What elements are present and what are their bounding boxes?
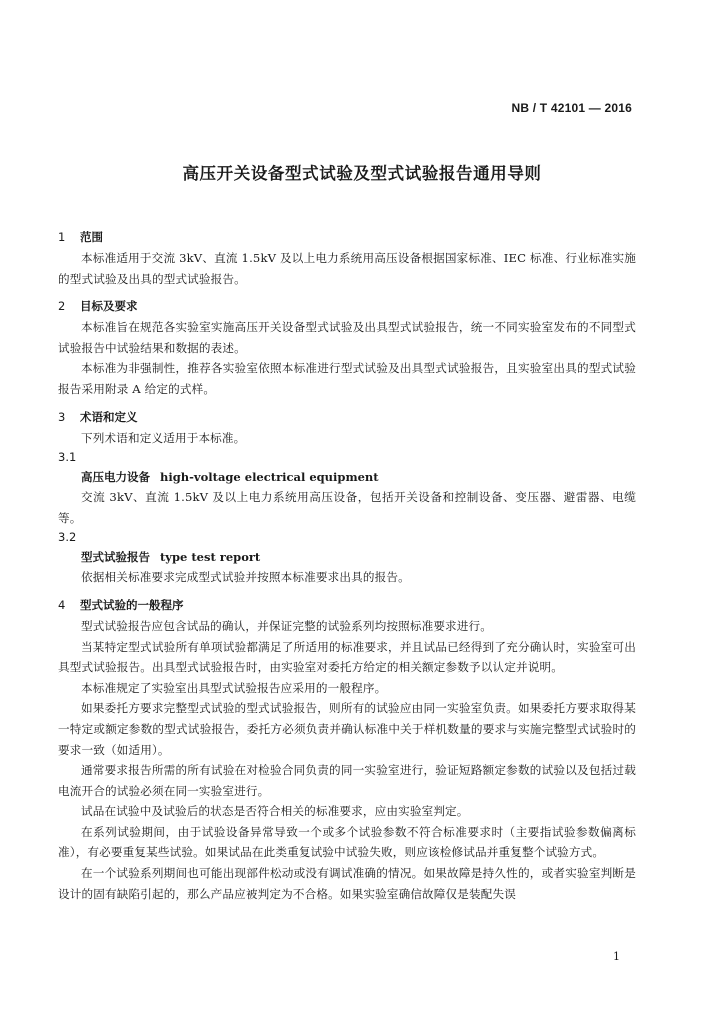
term-number: 3.2 — [58, 530, 77, 545]
section-title: 范围 — [80, 230, 103, 244]
section-title: 型式试验的一般程序 — [80, 597, 184, 612]
term-heading — [58, 467, 636, 487]
paragraph: 下列术语和定义适用于本标准。 — [81, 430, 246, 445]
section-2-heading — [58, 295, 636, 317]
paragraph: 试品在试验中及试验后的状态是否符合相关的标准要求，应由实验室判定。 — [81, 804, 469, 819]
section-3-heading — [58, 406, 636, 428]
term-number: 3.1 — [58, 450, 77, 465]
paragraph: 通常要求报告所需的所有试验在对检验合同负责的同一实验室进行，验证短路额定参数的试验以及包括过载电流开合的试验必须在同一实验室进行。 — [58, 763, 636, 798]
document-title: 高压开关设备型式试验及型式试验报告通用导则 — [182, 164, 542, 183]
section-number: 4 — [58, 597, 66, 612]
paragraph: 在一个试验系列期间也可能出现部件松动或没有调试准确的情况。如果故障是持久性的，或者实验室判断是设计的固有缺陷引起的，那么产品应被判定为不合格。如果实验室确信故障仅是装配失误 — [58, 866, 636, 901]
document-body — [58, 226, 636, 904]
section-number: 1 — [58, 230, 66, 244]
term-english: type test report — [160, 550, 261, 565]
section-number: 2 — [58, 299, 66, 314]
term-heading — [58, 547, 636, 567]
term-definition: 交流 3kV、直流 1.5kV 及以上电力系统用高压设备，包括开关设备和控制设备、变压器、避雷器、电缆等。 — [58, 490, 636, 525]
paragraph: 本标准旨在规范各实验室实施高压开关设备型式试验及出具型式试验报告，统一不同实验室发布的不同型式试验报告中试验结果和数据的表述。 — [58, 320, 636, 355]
section-title: 术语和定义 — [80, 409, 138, 424]
paragraph: 本标准为非强制性，推荐各实验室依照本标准进行型式试验及出具型式试验报告，且实验室出具的型式试验报告采用附录 A 给定的式样。 — [58, 361, 636, 396]
paragraph: 本标准规定了实验室出具型式试验报告应采用的一般程序。 — [81, 680, 387, 695]
paragraph: 型式试验报告应包含试品的确认，并保证完整的试验系列均按照标准要求进行。 — [81, 618, 493, 633]
term-chinese: 高压电力设备 — [81, 470, 150, 485]
section-4-heading — [58, 594, 636, 616]
paragraph: 当某特定型式试验所有单项试验都满足了所适用的标准要求，并且试品已经得到了充分确认时，实验室可出具型式试验报告。出具型式试验报告时，由实验室对委托方给定的相关额定参数予以认定并说明。 — [58, 639, 636, 675]
section-number: 3 — [58, 409, 66, 424]
paragraph: 本标准适用于交流 3kV、直流 1.5kV 及以上电力系统用高压设备根据国家标准、IEC 标准、行业标准实施的型式试验及出具的型式试验报告。 — [58, 251, 636, 286]
page-number: 1 — [613, 950, 620, 963]
section-1-heading — [58, 226, 636, 248]
term-chinese: 型式试验报告 — [81, 550, 150, 565]
paragraph: 在系列试验期间，由于试验设备异常导致一个或多个试验参数不符合标准要求时（主要指试验参数偏离标准），有必要重复某些试验。如果试品在此类重复试验中试验失败，则应该检修试品并重复整个试验方式。 — [58, 824, 636, 860]
paragraph: 如果委托方要求完整型式试验的型式试验报告，则所有的试验应由同一实验室负责。如果委托方要求取得某一特定或额定参数的型式试验报告，委托方必须负责并确认标准中关于样机数量的要求与实施完整型式试验时的要求一致（如适用）。 — [58, 701, 636, 757]
section-title: 目标及要求 — [80, 299, 138, 314]
standard-number: NB / T 42101 — 2016 — [511, 101, 632, 115]
term-definition: 依据相关标准要求完成型式试验并按照本标准要求出具的报告。 — [81, 570, 410, 585]
term-english: high-voltage electrical equipment — [160, 470, 379, 485]
